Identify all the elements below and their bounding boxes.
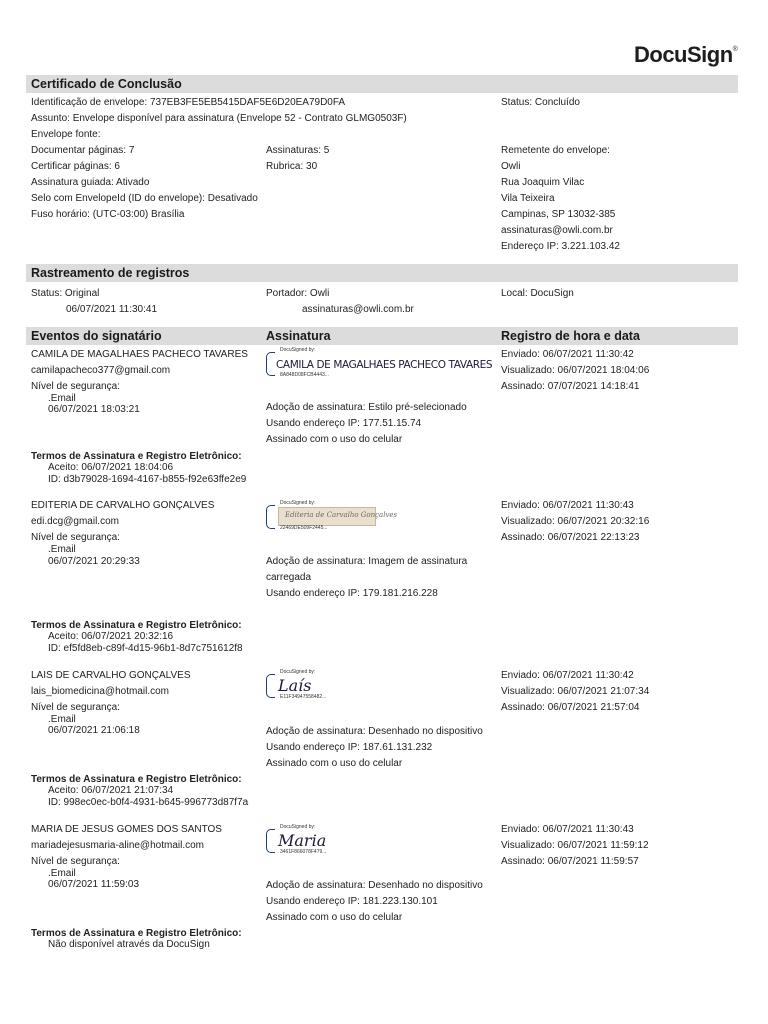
terms-not-available: Não disponível através da DocuSign: [48, 939, 210, 950]
terms-id: ID: 998ec0ec-b0f4-4931-b645-996773d87f7a: [48, 797, 249, 808]
signature-id: 22469DE509F2445...: [280, 525, 328, 531]
guided-signature: Assinatura guiada: Ativado: [31, 177, 150, 188]
initials-count: Rubrica: 30: [266, 161, 318, 172]
column-timestamp: Registro de hora e data: [501, 329, 640, 343]
signature-id: 3461F866078F479...: [280, 849, 327, 855]
signed-mobile: Assinado com o uso do celular: [266, 758, 403, 769]
tracking-title: Rastreamento de registros: [31, 266, 190, 280]
envelope-status: Status: Concluído: [501, 97, 580, 108]
signed-mobile: Assinado com o uso do celular: [266, 912, 403, 923]
terms-title: Termos de Assinatura e Registro Eletrônico:: [31, 928, 242, 939]
tracking-holder-email: assinaturas@owli.com.br: [302, 304, 414, 315]
docusigned-signature: [266, 501, 496, 531]
signature-text: Laís: [278, 676, 312, 695]
signer-email: lais_biomedicina@hotmail.com: [31, 686, 169, 697]
terms-accepted: Aceito: 06/07/2021 20:32:16: [48, 631, 174, 642]
signature-ip: Usando endereço IP: 187.61.131.232: [266, 742, 433, 753]
signature-text: CAMILA DE MAGALHAES PACHECO TAVARES: [276, 359, 493, 371]
docusigned-by-label: DocuSigned by:: [280, 669, 316, 675]
terms-id: ID: ef5fd8eb-c89f-4d15-96b1-8d7c751612f8: [48, 643, 243, 654]
viewed-time: Visualizado: 06/07/2021 20:32:16: [501, 516, 650, 527]
auth-method: .Email: [48, 544, 76, 555]
sender-district: Vila Teixeira: [501, 193, 555, 204]
sender-email: assinaturas@owli.com.br: [501, 225, 613, 236]
security-level: Nível de segurança:: [31, 381, 120, 392]
auth-method: .Email: [48, 393, 76, 404]
security-level: Nível de segurança:: [31, 856, 120, 867]
signature-count: Assinaturas: 5: [266, 145, 330, 156]
docusigned-signature: [266, 348, 496, 378]
document-pages: Documentar páginas: 7: [31, 145, 135, 156]
tracking-date: 06/07/2021 11:30:41: [66, 304, 158, 315]
sender-city: Campinas, SP 13032-385: [501, 209, 616, 220]
signature-ip: Usando endereço IP: 181.223.130.101: [266, 896, 438, 907]
tracking-holder: Portador: Owli: [266, 288, 330, 299]
signature-adoption: Adoção de assinatura: Imagem de assinatura: [266, 556, 468, 567]
docusigned-by-label: DocuSigned by:: [280, 347, 316, 353]
auth-date: 06/07/2021 18:03:21: [48, 404, 140, 415]
security-level: Nível de segurança:: [31, 702, 120, 713]
terms-title: Termos de Assinatura e Registro Eletrônico:: [31, 620, 242, 631]
envelope-source: Envelope fonte:: [31, 129, 101, 140]
signature-ip: Usando endereço IP: 179.181.216.228: [266, 588, 438, 599]
auth-method: .Email: [48, 868, 76, 879]
tracking-location: Local: DocuSign: [501, 288, 574, 299]
auth-date: 06/07/2021 11:59:03: [48, 879, 140, 890]
signature-id: 8A848D08FCB4443...: [280, 372, 329, 378]
signed-time: Assinado: 06/07/2021 22:13:23: [501, 532, 640, 543]
terms-accepted: Aceito: 06/07/2021 18:04:06: [48, 462, 174, 473]
signature-text: Maria: [278, 831, 327, 850]
sender-label: Remetente do envelope:: [501, 145, 610, 156]
certificate-title: Certificado de Conclusão: [31, 77, 182, 91]
docusign-logo: DocuSign®: [634, 42, 738, 67]
terms-title: Termos de Assinatura e Registro Eletrônico:: [31, 451, 242, 462]
docusigned-by-label: DocuSigned by:: [280, 824, 316, 830]
sent-time: Enviado: 06/07/2021 11:30:43: [501, 500, 634, 511]
terms-title: Termos de Assinatura e Registro Eletrônico:: [31, 774, 242, 785]
auth-method: .Email: [48, 714, 76, 725]
signature-adoption: Adoção de assinatura: Estilo pré-selecionado: [266, 402, 467, 413]
signer-email: camilapacheco377@gmail.com: [31, 365, 171, 376]
column-events: Eventos do signatário: [31, 329, 162, 343]
signature-adoption: Adoção de assinatura: Desenhado no dispositivo: [266, 880, 483, 891]
auth-date: 06/07/2021 20:29:33: [48, 556, 140, 567]
signature-ip: Usando endereço IP: 177.51.15.74: [266, 418, 422, 429]
auth-date: 06/07/2021 21:06:18: [48, 725, 140, 736]
sender-name: Owli: [501, 161, 521, 172]
envelope-subject: Assunto: Envelope disponível para assinatura (Envelope 52 - Contrato GLMG0503F): [31, 113, 407, 124]
viewed-time: Visualizado: 06/07/2021 18:04:06: [501, 365, 650, 376]
tracking-status: Status: Original: [31, 288, 100, 299]
signed-time: Assinado: 07/07/2021 14:18:41: [501, 381, 640, 392]
signer-email: edi.dcg@gmail.com: [31, 516, 119, 527]
signature-text: Editeria de Carvalho Gonçalves: [285, 511, 398, 519]
docusigned-signature: [266, 825, 496, 855]
sender-ip: Endereço IP: 3.221.103.42: [501, 241, 620, 252]
sent-time: Enviado: 06/07/2021 11:30:42: [501, 349, 634, 360]
signed-time: Assinado: 06/07/2021 11:59:57: [501, 856, 639, 867]
signature-adoption-cont: carregada: [266, 572, 312, 583]
envelope-id: Identificação de envelope: 737EB3FE5EB5415DAF5E6D20EA79D0FA: [31, 97, 346, 108]
sender-street: Rua Joaquim Vilac: [501, 177, 585, 188]
signer-email: mariadejesusmaria-aline@hotmail.com: [31, 840, 204, 851]
certificate-pages: Certificar páginas: 6: [31, 161, 120, 172]
signer-name: LAIS DE CARVALHO GONÇALVES: [31, 670, 191, 681]
viewed-time: Visualizado: 06/07/2021 21:07:34: [501, 686, 650, 697]
envelope-seal: Selo com EnvelopeId (ID do envelope): Desativado: [31, 193, 258, 204]
uploaded-signature-image: [278, 507, 398, 526]
signature-id: E11F34947558482...: [280, 694, 327, 700]
docusigned-by-label: DocuSigned by:: [280, 500, 316, 506]
signature-adoption: Adoção de assinatura: Desenhado no dispositivo: [266, 726, 483, 737]
signer-name: CAMILA DE MAGALHAES PACHECO TAVARES: [31, 349, 248, 360]
signed-mobile: Assinado com o uso do celular: [266, 434, 403, 445]
security-level: Nível de segurança:: [31, 532, 120, 543]
sent-time: Enviado: 06/07/2021 11:30:42: [501, 670, 634, 681]
column-signature: Assinatura: [266, 329, 331, 343]
signer-name: MARIA DE JESUS GOMES DOS SANTOS: [31, 824, 222, 835]
terms-accepted: Aceito: 06/07/2021 21:07:34: [48, 785, 174, 796]
signer-name: EDITERIA DE CARVALHO GONÇALVES: [31, 500, 215, 511]
terms-id: ID: d3b79028-1694-4167-b855-f92e63ffe2e9: [48, 474, 247, 485]
signed-time: Assinado: 06/07/2021 21:57:04: [501, 702, 640, 713]
viewed-time: Visualizado: 06/07/2021 11:59:12: [501, 840, 649, 851]
sent-time: Enviado: 06/07/2021 11:30:43: [501, 824, 634, 835]
docusigned-signature: [266, 670, 496, 700]
timezone: Fuso horário: (UTC-03:00) Brasília: [31, 209, 185, 220]
